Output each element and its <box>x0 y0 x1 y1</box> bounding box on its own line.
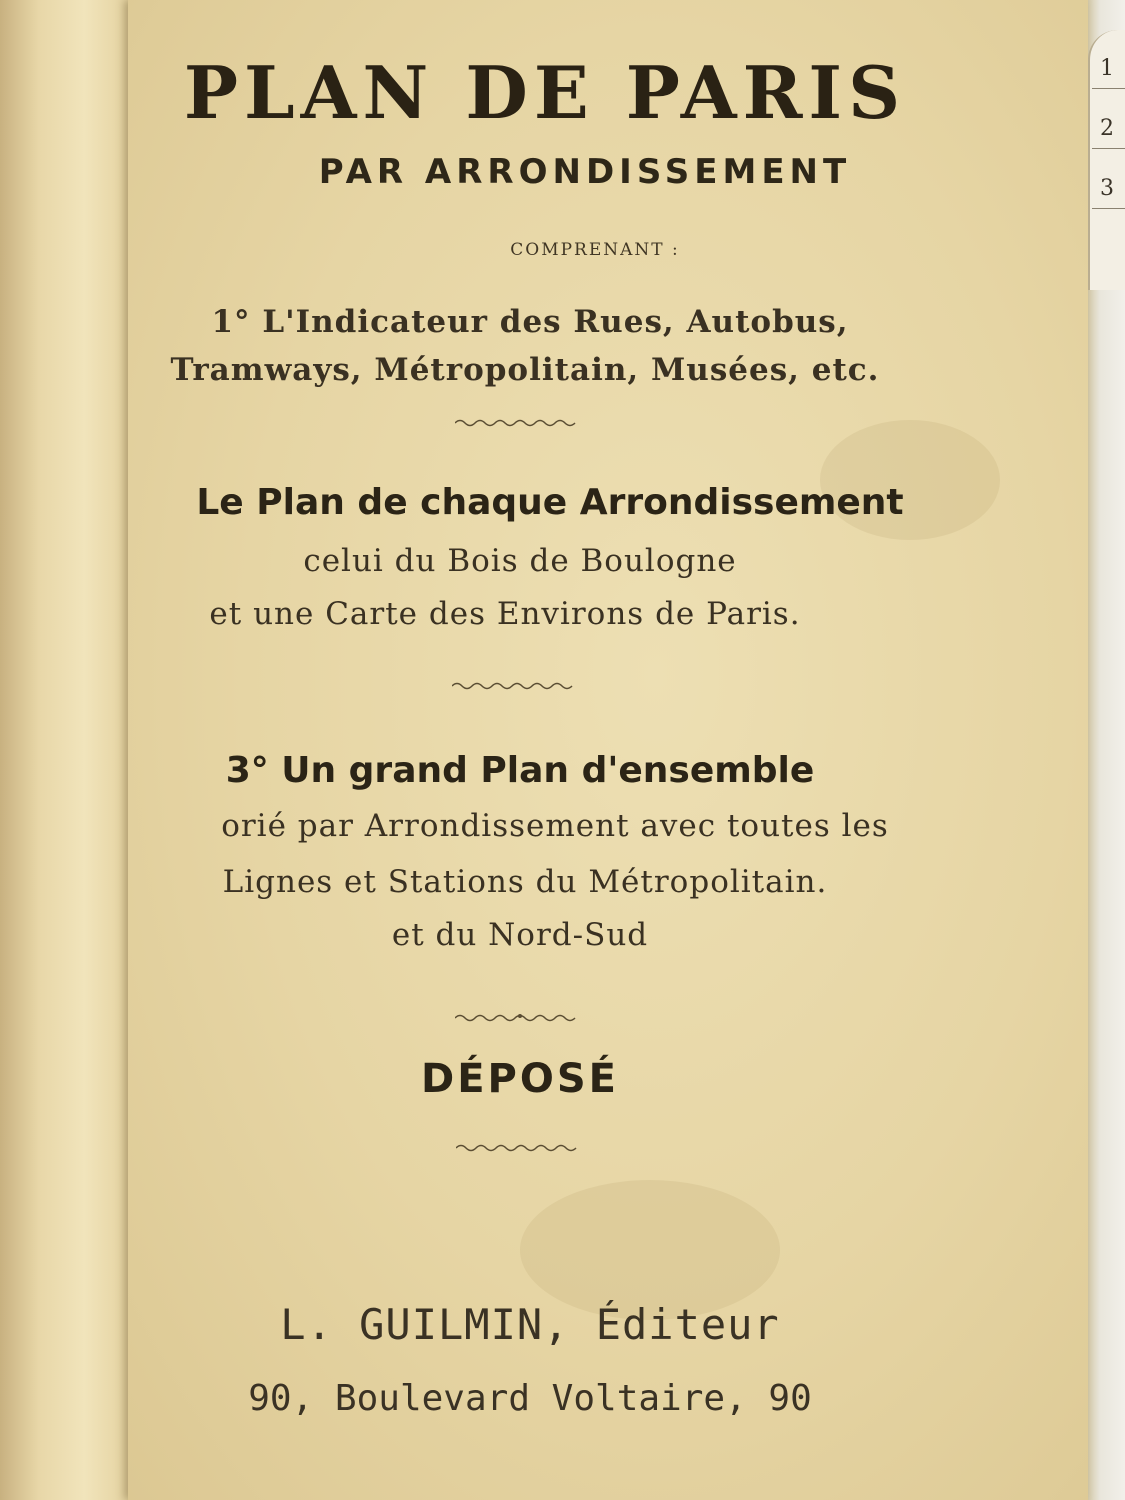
section1-line1: 1° L'Indicateur des Rues, Autobus, <box>211 304 849 340</box>
card-rule <box>1092 148 1125 149</box>
section2-line2: et une Carte des Environs de Paris. <box>209 596 801 632</box>
section2-heading: Le Plan de chaque Arrondissement <box>196 482 904 523</box>
side-card-number: 2 <box>1100 116 1114 141</box>
card-rule <box>1092 88 1125 89</box>
ornament-divider <box>456 1143 586 1153</box>
comprenant-label: COMPRENANT : <box>510 240 680 260</box>
paper-stain <box>520 1180 780 1320</box>
side-card-number: 3 <box>1100 176 1114 201</box>
card-rule <box>1092 208 1125 209</box>
publisher-address: 90, Boulevard Voltaire, 90 <box>248 1378 812 1419</box>
section3-line2: Lignes et Stations du Métropolitain. <box>222 864 828 900</box>
side-card-number: 1 <box>1100 56 1114 81</box>
depose-mark: DÉPOSÉ <box>421 1056 619 1102</box>
section3-line1: orié par Arrondissement avec toutes les <box>221 808 889 844</box>
publisher-name: L. GUILMIN, Éditeur <box>280 1300 780 1349</box>
section3-line3: et du Nord-Sud <box>391 917 649 953</box>
page-subtitle: PAR ARRONDISSEMENT <box>318 152 852 192</box>
section2-line1: celui du Bois de Boulogne <box>303 543 737 579</box>
section3-heading: 3° Un grand Plan d'ensemble <box>225 750 815 791</box>
ornament-divider <box>455 418 585 428</box>
page-title: PLAN DE PARIS <box>183 50 907 135</box>
ornament-divider <box>452 681 582 691</box>
section1-line2: Tramways, Métropolitain, Musées, etc. <box>170 352 880 388</box>
ornament-divider <box>455 1013 585 1023</box>
